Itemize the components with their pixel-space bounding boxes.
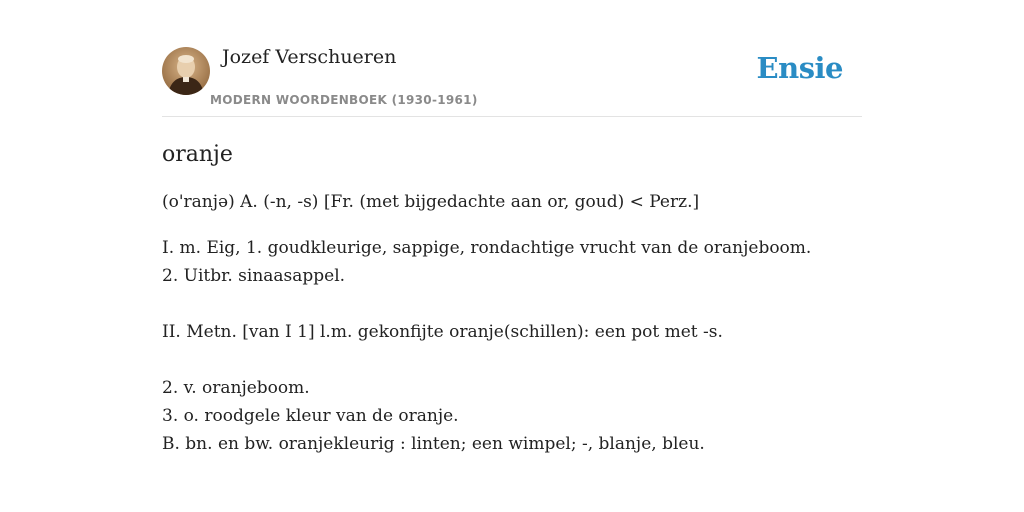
definition-line: II. Metn. [van I 1] l.m. gekonfijte oranje(schillen): een pot met -s. — [162, 322, 723, 342]
source-title[interactable]: MODERN WOORDENBOEK (1930-1961) — [210, 93, 478, 107]
definition-line: I. m. Eig, 1. goudkleurige, sappige, rondachtige vrucht van de oranjeboom. — [162, 238, 812, 258]
author-avatar[interactable] — [162, 47, 210, 95]
definition-line: 2. Uitbr. sinaasappel. — [162, 266, 346, 286]
entry-headword: oranje — [162, 142, 233, 167]
author-name[interactable]: Jozef Verschueren — [222, 46, 397, 68]
entry-header — [162, 44, 862, 117]
entry-definitions — [162, 234, 862, 458]
definition-line: 2. v. oranjeboom. — [162, 378, 310, 398]
author-portrait-icon — [162, 47, 210, 95]
definition-line: 3. o. roodgele kleur van de oranje. — [162, 406, 459, 426]
ensie-logo[interactable]: Ensie — [756, 51, 843, 85]
definition-line: B. bn. en bw. oranjekleurig : linten; een wimpel; -, blanje, bleu. — [162, 434, 705, 454]
entry-etymology: (o'ranjə) A. (-n, -s) [Fr. (met bijgedachte aan or, goud) < Perz.] — [162, 192, 700, 212]
definition-spacer — [162, 290, 862, 318]
entry-card — [162, 44, 862, 458]
definition-spacer — [162, 346, 862, 374]
